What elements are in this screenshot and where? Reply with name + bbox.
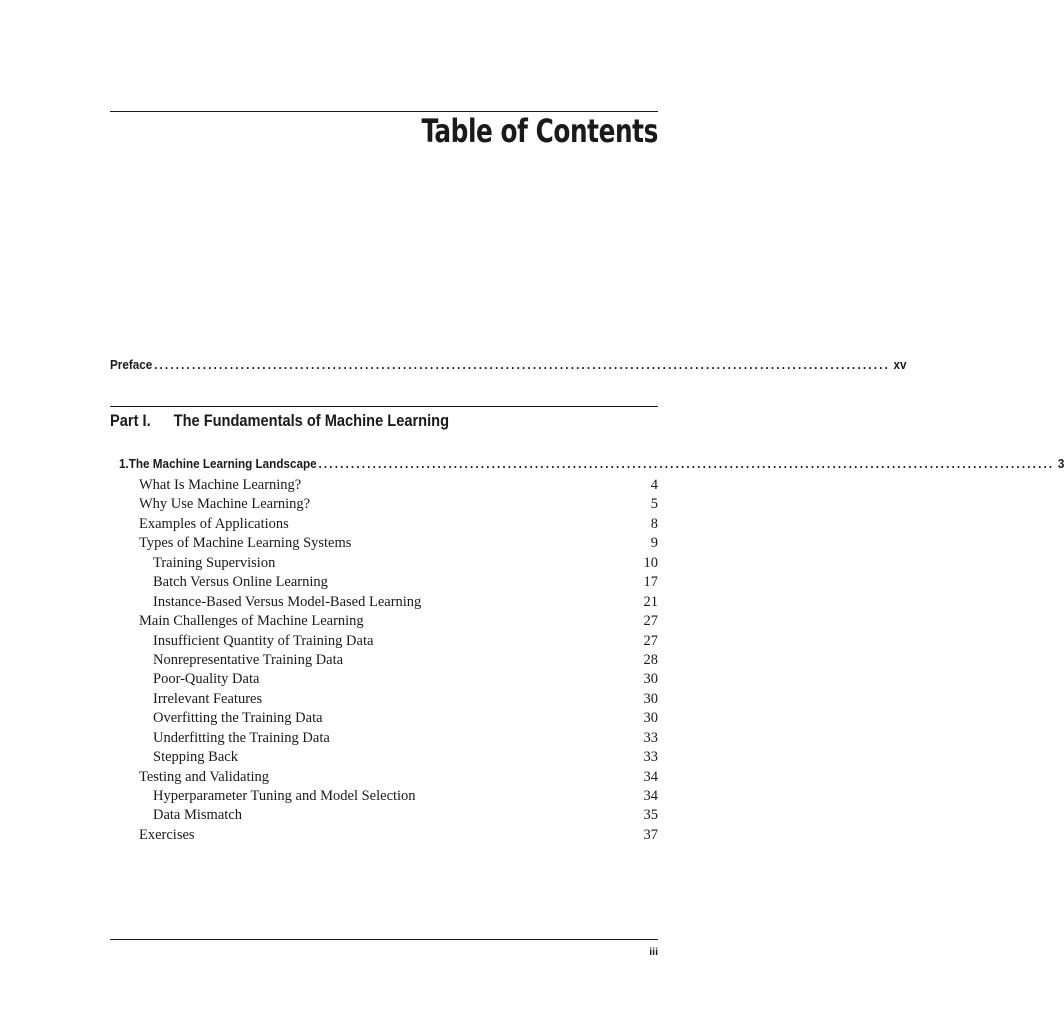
toc-entry-page: 30 <box>643 710 658 727</box>
footer-page-number: iii <box>649 946 658 958</box>
toc-entry-title: Exercises <box>139 826 195 843</box>
toc-subentry[interactable] <box>139 632 658 651</box>
preface-label: Preface <box>110 357 153 372</box>
toc-entry-page: 27 <box>643 632 658 649</box>
toc-entry-page: 10 <box>643 554 658 571</box>
toc-entry-title: Batch Versus Online Learning <box>153 574 328 591</box>
toc-entry[interactable] <box>139 495 658 514</box>
toc-subentry[interactable] <box>139 554 658 573</box>
toc-subentry[interactable] <box>139 787 658 806</box>
toc-entry-title: Stepping Back <box>153 749 238 766</box>
toc-entry-title: Main Challenges of Machine Learning <box>139 613 364 630</box>
toc-entry-page: 30 <box>643 690 658 707</box>
toc-entry-page: 37 <box>643 826 658 843</box>
toc-entry[interactable] <box>139 826 658 845</box>
part-title: The Fundamentals of Machine Learning <box>173 411 450 430</box>
toc-entry-page: 8 <box>650 515 658 532</box>
dot-leader: ........................................................................................................................................ <box>154 357 890 372</box>
toc-entry[interactable] <box>139 768 658 787</box>
toc-entry[interactable] <box>139 534 658 553</box>
toc-entry-page: 30 <box>643 671 658 688</box>
toc-entry-title: Instance-Based Versus Model-Based Learning <box>153 593 422 610</box>
chapter-title: The Machine Learning Landscape <box>128 456 317 471</box>
toc-entry-page: 34 <box>643 768 658 785</box>
toc-entry-title: Poor-Quality Data <box>153 671 260 688</box>
toc-entry-title: Types of Machine Learning Systems <box>139 535 352 552</box>
toc-entry-page: 9 <box>650 535 658 552</box>
toc-entry-page: 5 <box>650 496 658 513</box>
toc-entry-title: Irrelevant Features <box>153 690 263 707</box>
toc-entry-title: Underfitting the Training Data <box>153 729 330 746</box>
toc-entry[interactable] <box>139 476 658 495</box>
toc-entry-page: 28 <box>643 651 658 668</box>
toc-subentry[interactable] <box>139 690 658 709</box>
footer-rule <box>110 939 658 940</box>
part-number: Part I. <box>110 411 151 430</box>
toc-entry-title: Overfitting the Training Data <box>153 710 323 727</box>
toc-entry[interactable] <box>139 515 658 534</box>
toc-subentry[interactable] <box>139 806 658 825</box>
toc-subentry[interactable] <box>139 573 658 592</box>
toc-entry-page: 4 <box>650 477 658 493</box>
toc-entry-title: Data Mismatch <box>153 807 242 824</box>
toc-entry-title: Examples of Applications <box>139 515 289 532</box>
toc-subentry[interactable] <box>139 651 658 670</box>
toc-entry-page: 21 <box>643 593 658 610</box>
toc-subentry[interactable] <box>139 729 658 748</box>
toc-entry-title: What Is Machine Learning? <box>139 477 302 493</box>
toc-entry-title: Hyperparameter Tuning and Model Selection <box>153 788 416 804</box>
toc-entry-title: Insufficient Quantity of Training Data <box>153 632 374 649</box>
chapter-number: 1. <box>119 456 129 471</box>
toc-entry-page: 35 <box>643 807 658 824</box>
toc-entry-title: Training Supervision <box>153 554 276 571</box>
toc-entry-page: 17 <box>643 574 658 591</box>
toc-entry-page: 33 <box>643 729 658 746</box>
toc-entry-page: 33 <box>643 749 658 766</box>
toc-entry-title: Nonrepresentative Training Data <box>153 651 344 668</box>
toc-subentry[interactable] <box>139 593 658 612</box>
toc-subentry[interactable] <box>139 748 658 767</box>
toc-entry-title: Why Use Machine Learning? <box>139 496 311 513</box>
preface-page: xv <box>893 357 907 372</box>
toc-preface-entry[interactable] <box>110 357 907 372</box>
toc-subentry[interactable] <box>139 709 658 728</box>
part-heading <box>110 411 449 431</box>
toc-entries-list <box>139 476 658 845</box>
toc-entry-title: Testing and Validating <box>139 768 270 785</box>
toc-entry-page: 27 <box>643 613 658 630</box>
toc-subentry[interactable] <box>139 670 658 689</box>
part-rule <box>110 406 658 407</box>
page-title: Table of Contents <box>421 112 658 150</box>
toc-chapter-entry[interactable] <box>119 456 1064 471</box>
chapter-page: 3 <box>1057 456 1064 471</box>
dot-leader: ........................................................................................................................................ <box>318 456 1055 471</box>
toc-entry[interactable] <box>139 612 658 631</box>
toc-entry-page: 34 <box>643 788 658 804</box>
